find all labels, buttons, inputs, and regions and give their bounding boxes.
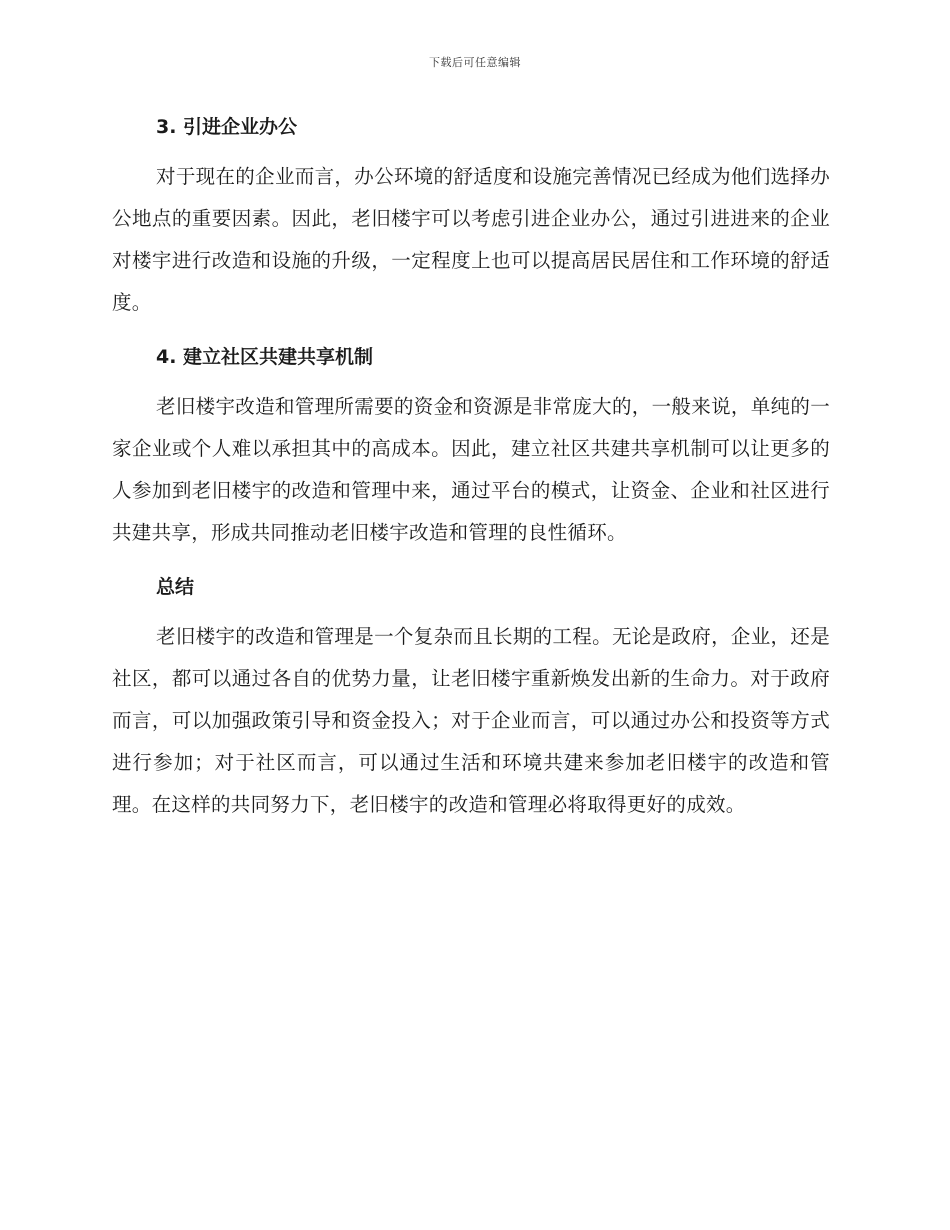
section-paragraph-4: 老旧楼宇改造和管理所需要的资金和资源是非常庞大的，一般来说，单纯的一家企业或个人难以承担其中的高成本。因此，建立社区共建共享机制可以让更多的人参加到老旧楼宇的改造和管理中来，通过平台的模式，让资金、企业和社区进行共建共享，形成共同推动老旧楼宇改造和管理的良性循环。 <box>112 395 830 544</box>
section-heading-4: 4. 建立社区共建共享机制 <box>156 346 374 368</box>
document-body <box>112 110 830 826</box>
summary-paragraph: 老旧楼宇的改造和管理是一个复杂而且长期的工程。无论是政府，企业，还是社区，都可以通过各自的优势力量，让老旧楼宇重新焕发出新的生命力。对于政府而言，可以加强政策引导和资金投入；对于企业而言，可以通过办公和投资等方式进行参加；对于社区而言，可以通过生活和环境共建来参加老旧楼宇的改造和管理。在这样的共同努力下，老旧楼宇的改造和管理必将取得更好的成效。 <box>112 625 830 816</box>
page-header: 下载后可任意编辑 <box>429 56 521 69</box>
section-paragraph-3: 对于现在的企业而言，办公环境的舒适度和设施完善情况已经成为他们选择办公地点的重要因素。因此，老旧楼宇可以考虑引进企业办公，通过引进进来的企业对楼宇进行改造和设施的升级，一定程度上也可以提高居民居住和工作环境的舒适度。 <box>112 165 830 314</box>
summary-heading: 总结 <box>156 576 195 598</box>
section-heading-3: 3. 引进企业办公 <box>156 116 298 138</box>
